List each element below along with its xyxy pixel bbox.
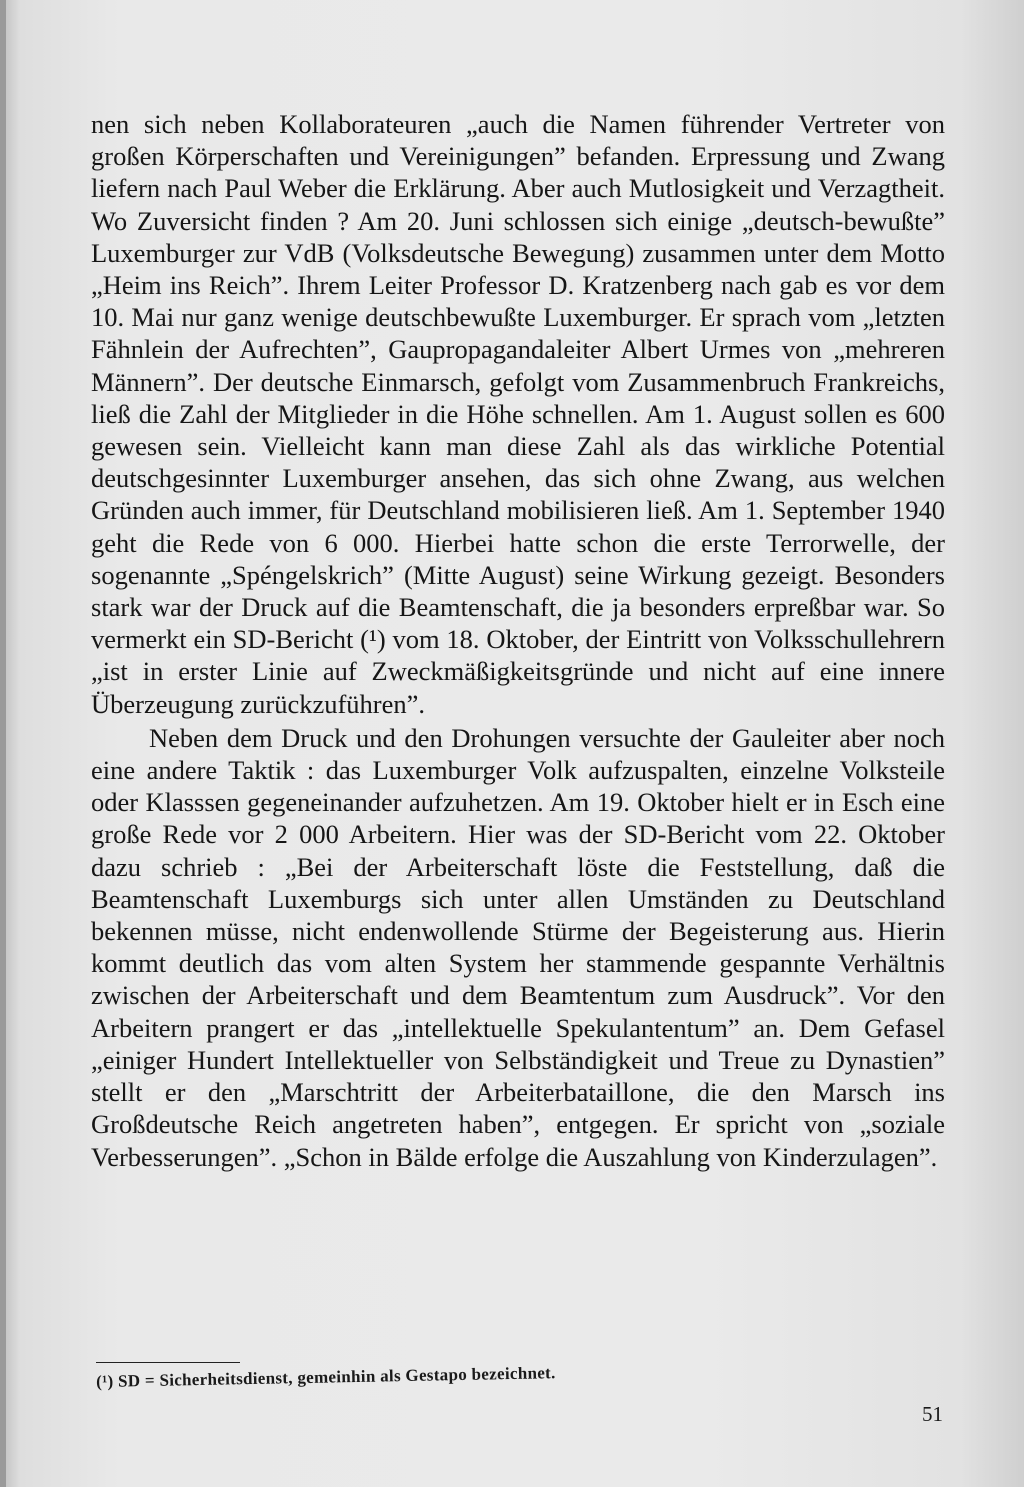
paragraph-2: Neben dem Druck und den Drohungen versuchte der Gauleiter aber noch eine andere Taktik : das Luxemburger Volk aufzuspalten, einzelne Volksteile oder Klasssen gegeneinander aufzuhetzen. Am 19. Oktober hielt er in Esch eine große Rede vor 2 000 Arbeitern. Hier was der SD-Bericht vom 22. Oktober dazu schrieb : „Bei der Arbeiterschaft löste die Feststellung, daß die Beamtenschaft Luxemburgs sich unter allen Umständen zu Deutschland bekennen müsse, nicht endenwollende Stürme der Begeisterung aus. Hierin kommt deutlich das vom alten System her stammende gespannte Verhältnis zwischen der Arbeiterschaft und dem Beamtentum zum Ausdruck”. Vor den Arbeitern prangert er das „intellektuelle Spekulantentum” an. Dem Gefasel „einiger Hundert Intellektueller von Selbständigkeit und Treue zu Dynastien” stellt er den „Marschtritt der Arbeiterbataillone, die den Marsch ins Großdeutsche Reich angetreten haben”, entgegen. Er spricht von „soziale Verbesserungen”. „Schon in Bälde erfolge die Auszahlung von Kinderzulagen”.: [91, 722, 945, 1172]
body-text: [91, 108, 945, 1173]
page-number: 51: [922, 1402, 943, 1426]
footnote: (¹) SD = Sicherheitsdienst, gemeinhin als Gestapo bezeichnet.: [96, 1363, 556, 1391]
footnote-divider: [96, 1362, 240, 1363]
page-edge-shadow: [0, 0, 6, 1487]
paragraph-1: nen sich neben Kollaborateuren „auch die Namen führender Vertreter von großen Körperschaften und Vereinigungen” befanden. Erpressung und Zwang liefern nach Paul Weber die Erklärung. Aber auch Mutlosigkeit und Verzagtheit. Wo Zuversicht finden ? Am 20. Juni schlossen sich einige „deutsch-bewußte” Luxemburger zur VdB (Volksdeutsche Bewegung) zusammen unter dem Motto „Heim ins Reich”. Ihrem Leiter Professor D. Kratzenberg nach gab es vor dem 10. Mai nur ganz wenige deutschbewußte Luxemburger. Er sprach vom „letzten Fähnlein der Aufrechten”, Gaupropagandaleiter Albert Urmes von „mehreren Männern”. Der deutsche Einmarsch, gefolgt vom Zusammenbruch Frankreichs, ließ die Zahl der Mitglieder in die Höhe schnellen. Am 1. August sollen es 600 gewesen sein. Vielleicht kann man diese Zahl als das wirkliche Potential deutschgesinnter Luxemburger ansehen, das sich ohne Zwang, aus welchen Gründen auch immer, für Deutschland mobilisieren ließ. Am 1. September 1940 geht die Rede von 6 000. Hierbei hatte schon die erste Terrorwelle, der sogenannte „Spéngelskrich” (Mitte August) seine Wirkung gezeigt. Besonders stark war der Druck auf die Beamtenschaft, die ja besonders erpreßbar war. So vermerkt ein SD-Bericht (¹) vom 18. Oktober, der Eintritt von Volksschullehrern „ist in erster Linie auf Zweckmäßigkeitsgründe und nicht auf eine innere Überzeugung zurückzuführen”.: [91, 109, 945, 719]
